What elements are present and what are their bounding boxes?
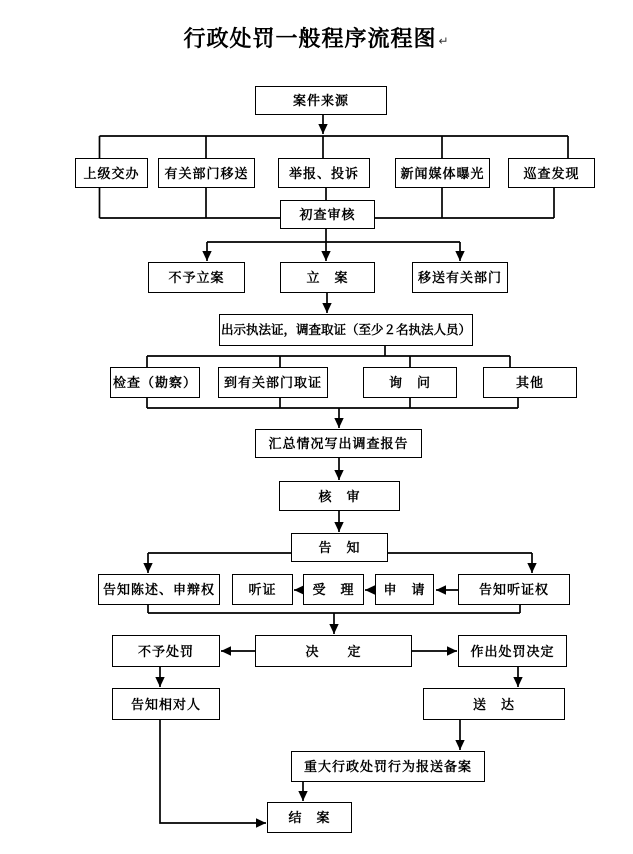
node-case-filing: 立 案 <box>280 262 375 293</box>
node-no-penalty: 不予处罚 <box>112 635 220 667</box>
node-evidence-from-departments: 到有关部门取证 <box>218 367 328 398</box>
node-department-transfer-in: 有关部门移送 <box>158 158 255 188</box>
node-statement-defense-right: 告知陈述、申辩权 <box>98 574 220 605</box>
node-other: 其他 <box>483 367 577 398</box>
node-media-exposure: 新闻媒体曝光 <box>395 158 490 188</box>
node-notify-party: 告知相对人 <box>112 688 220 720</box>
node-hearing: 听证 <box>232 574 293 605</box>
node-inspection-survey: 检查（勘察） <box>110 367 200 398</box>
node-case-source: 案件来源 <box>255 86 387 115</box>
node-notification: 告 知 <box>291 533 388 562</box>
node-major-penalty-filing: 重大行政处罚行为报送备案 <box>291 751 485 782</box>
node-preliminary-review: 初查审核 <box>280 200 375 229</box>
node-show-credentials-investigate: 出示执法证，调查取证（至少２名执法人员） <box>219 314 473 346</box>
node-no-case-filing: 不予立案 <box>148 262 245 293</box>
node-hearing-right-notice: 告知听证权 <box>458 574 570 605</box>
node-patrol-discovery: 巡查发现 <box>508 158 595 188</box>
node-investigation-report: 汇总情况写出调查报告 <box>255 429 422 458</box>
node-report-complaint: 举报、投诉 <box>278 158 370 188</box>
node-case-closure: 结 案 <box>267 802 352 833</box>
paragraph-mark: ↵ <box>438 34 450 48</box>
node-transfer-to-departments: 移送有关部门 <box>412 262 508 293</box>
page-title-text: 行政处罚一般程序流程图 <box>183 26 437 51</box>
node-superior-assignment: 上级交办 <box>75 158 148 188</box>
node-verification: 核 审 <box>279 481 400 511</box>
node-decision: 决 定 <box>255 635 412 667</box>
arrow-notify-party-to-closure <box>160 720 266 823</box>
node-penalty-decision: 作出处罚决定 <box>458 635 567 667</box>
node-inquiry: 询 问 <box>363 367 457 398</box>
node-application: 申 请 <box>375 574 434 605</box>
node-acceptance: 受 理 <box>303 574 364 605</box>
node-delivery: 送 达 <box>423 688 565 720</box>
